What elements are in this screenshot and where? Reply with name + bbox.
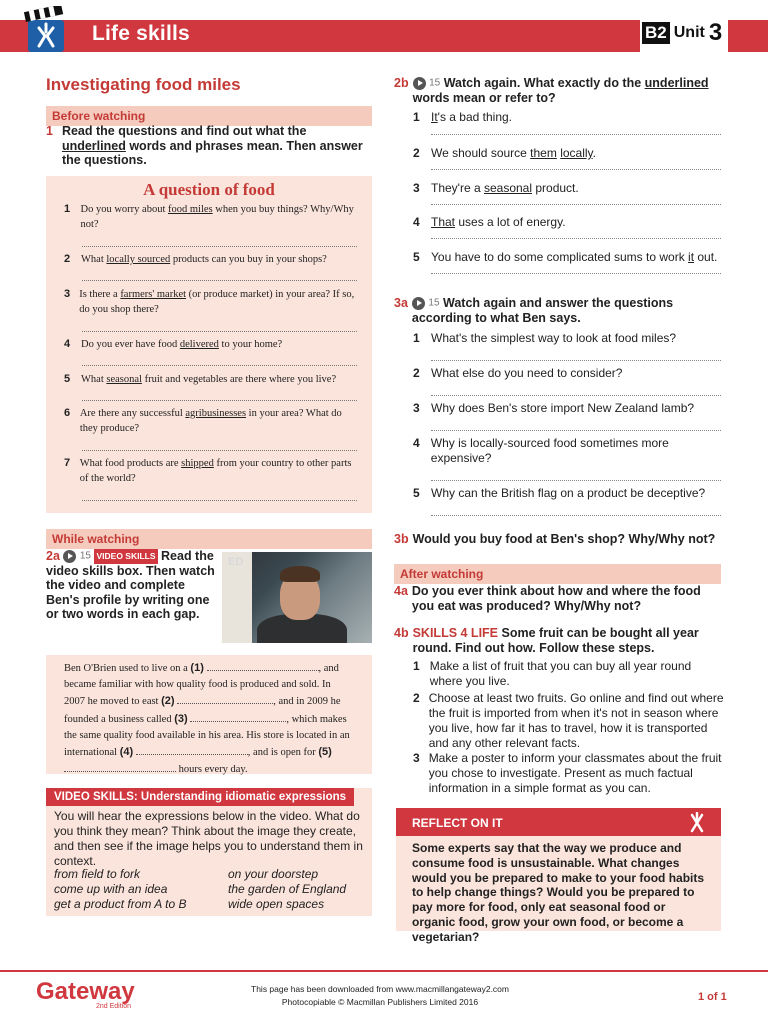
questionnaire-title: A question of food	[143, 180, 275, 199]
person-hair	[280, 566, 320, 582]
track-number: 15	[428, 297, 440, 309]
gateway-logo: Gateway	[36, 978, 135, 1005]
reflect-box	[396, 808, 721, 944]
list-item: 2 Choose at least two fruits. Go online and find out where the fruit is imported from when it's not in season where you live, how far it has to travel, how it is transported and any other relevant facts.	[413, 691, 724, 750]
questionnaire-box	[46, 176, 372, 513]
answer-line[interactable]	[82, 400, 357, 401]
track-number: 15	[429, 77, 441, 89]
play-icon[interactable]	[412, 297, 425, 310]
question-4b: 4b SKILLS 4 LIFE Some fruit can be bought all year round. Find out how. Follow these steps.	[394, 626, 699, 655]
gap-field-1[interactable]	[207, 660, 319, 671]
answer-line[interactable]	[431, 395, 721, 396]
gap-field-2[interactable]	[177, 693, 273, 704]
list-item: 2 We should source them locally.	[413, 146, 597, 160]
page-number: 1 of 1	[698, 991, 727, 1003]
unit-badge	[642, 19, 723, 46]
question-3a: 3a 15 Watch again and answer the questions according to what Ben says.	[394, 296, 674, 325]
answer-line[interactable]	[82, 365, 357, 366]
before-watching-bar: Before watching	[46, 106, 372, 126]
copyright-notice: Photocopiable © Macmillan Publishers Limited 2016	[281, 996, 479, 1007]
list-item: 2 What else do you need to consider?	[413, 366, 623, 380]
page-title: Life skills	[92, 22, 190, 45]
play-icon[interactable]	[413, 77, 426, 90]
idioms-list	[54, 867, 366, 912]
questionnaire-item: 6 Are there any successful agribusinesses in your area? What do they produce?	[64, 407, 342, 434]
video-still-image[interactable]	[222, 552, 372, 643]
video-skills-text: You will hear the expressions below in the video. What do you think they mean? Think about the image they create, and then see if the image helps you to understand them in context.	[54, 809, 363, 868]
ben-profile-gapfill: Ben O'Brien used to live on a (1) , and became familiar with how quality food is produced and sold. In 2007 he moved to east (2) , and in 2009 he founded a business called (3) , which makes the same quality food available in his area. His store is located in an international (4) , and is open for (5) hours every day.	[46, 655, 372, 774]
skills-4-life-label: SKILLS 4 LIFE	[412, 626, 499, 640]
video-skills-badge: VIDEO SKILLS	[94, 549, 157, 564]
list-item: 4 That uses a lot of energy.	[413, 215, 566, 229]
video-sign: ED	[228, 556, 244, 568]
play-icon[interactable]	[63, 550, 76, 563]
answer-line[interactable]	[431, 169, 721, 170]
skills-logo-icon	[686, 812, 708, 834]
idiom: come up with an idea	[54, 882, 168, 896]
answer-line[interactable]	[431, 134, 721, 135]
gap-field-4[interactable]	[136, 744, 248, 755]
video-skills-title: VIDEO SKILLS: Understanding idiomatic expressions	[46, 788, 354, 806]
track-number: 15	[79, 550, 91, 562]
answer-line[interactable]	[431, 360, 721, 361]
idiom: on your doorstep	[228, 867, 319, 881]
reflect-title: REFLECT ON IT	[396, 808, 721, 836]
answer-line[interactable]	[431, 430, 721, 431]
answer-line[interactable]	[431, 515, 721, 516]
idiom: wide open spaces	[228, 897, 325, 911]
reflect-text: Some experts say that the way we produce and consume food is unsustainable. What changes would you be prepared to make to your food habits to help change things? Would you be prepared to pay more for food, only eat seasonal food or organic food, grow your own food, or become a vegetarian?	[412, 841, 705, 944]
list-item: 5 Why can the British flag on a product be deceptive?	[413, 486, 706, 500]
level-badge: B2	[642, 22, 670, 44]
question-text: Read the questions and find out what the underlined words and phrases mean. Then answer the questions.	[61, 124, 363, 167]
question-3b: 3b Would you buy food at Ben's shop? Why/Why not?	[394, 532, 716, 546]
question-2a: 2a 15 VIDEO SKILLS Read the video skills box. Then watch the video and complete Ben's profile by writing one or two words in each gap.	[46, 549, 215, 622]
question-2b: 2b 15 Watch again. What exactly do the underlined words mean or refer to?	[394, 76, 709, 105]
questionnaire-item: 4 Do you ever have food delivered to your home?	[64, 338, 283, 350]
clapperboard-icon	[22, 6, 74, 58]
questionnaire-item: 3 Is there a farmers' market (or produce market) in your area? If so, do you shop there?	[64, 288, 355, 315]
list-item: 3 They're a seasonal product.	[413, 181, 579, 195]
questionnaire-item: 1 Do you worry about food miles when you buy things? Why/Why not?	[64, 203, 354, 230]
unit-label: Unit	[673, 24, 705, 41]
answer-line[interactable]	[82, 246, 357, 247]
questionnaire-item: 2 What locally sourced products can you buy in your shops?	[64, 253, 327, 265]
gap-field-3[interactable]	[190, 711, 286, 722]
list-item: 3 Why does Ben's store import New Zealand lamb?	[413, 401, 695, 415]
answer-line[interactable]	[82, 331, 357, 332]
list-item: 1 Make a list of fruit that you can buy all year round where you live.	[413, 659, 692, 688]
answer-line[interactable]	[82, 280, 357, 281]
answer-line[interactable]	[431, 480, 721, 481]
answer-line[interactable]	[431, 273, 721, 274]
idiom: get a product from A to B	[54, 897, 187, 911]
list-item: 1 What's the simplest way to look at food miles?	[413, 331, 677, 345]
list-item: 3 Make a poster to inform your classmates about the fruit you chose to investigate. Present as much factual information in a simple format as you can.	[413, 751, 722, 795]
video-skills-box	[46, 788, 372, 916]
question-4a: 4a Do you ever think about how and where the food you eat was produced? Why/Why not?	[394, 584, 701, 613]
after-watching-bar: After watching	[394, 564, 721, 584]
gap-field-5[interactable]	[64, 761, 176, 772]
footer-divider	[0, 970, 768, 972]
list-item: 1 It's a bad thing.	[413, 110, 513, 124]
idiom: from field to fork	[54, 867, 141, 881]
edition-label: 2nd Edition	[96, 1003, 132, 1010]
question-number: 1	[46, 124, 53, 138]
unit-number: 3	[708, 19, 723, 46]
questionnaire-item: 5 What seasonal fruit and vegetables are there where you live?	[64, 373, 337, 385]
lesson-title: Investigating food miles	[46, 75, 241, 94]
question-1	[46, 124, 371, 168]
answer-line[interactable]	[431, 204, 721, 205]
answer-line[interactable]	[82, 500, 357, 501]
idiom: the garden of England	[228, 882, 347, 896]
list-item: 4 Why is locally-sourced food sometimes more expensive?	[413, 436, 669, 465]
while-watching-bar: While watching	[46, 529, 372, 549]
questionnaire-item: 7 What food products are shipped from your country to other parts of the world?	[64, 457, 352, 484]
answer-line[interactable]	[82, 450, 357, 451]
list-item: 5 You have to do some complicated sums to work it out.	[413, 250, 718, 264]
answer-line[interactable]	[431, 238, 721, 239]
footer-text	[200, 983, 560, 1008]
download-notice: This page has been downloaded from www.macmillangateway2.com	[251, 984, 509, 994]
